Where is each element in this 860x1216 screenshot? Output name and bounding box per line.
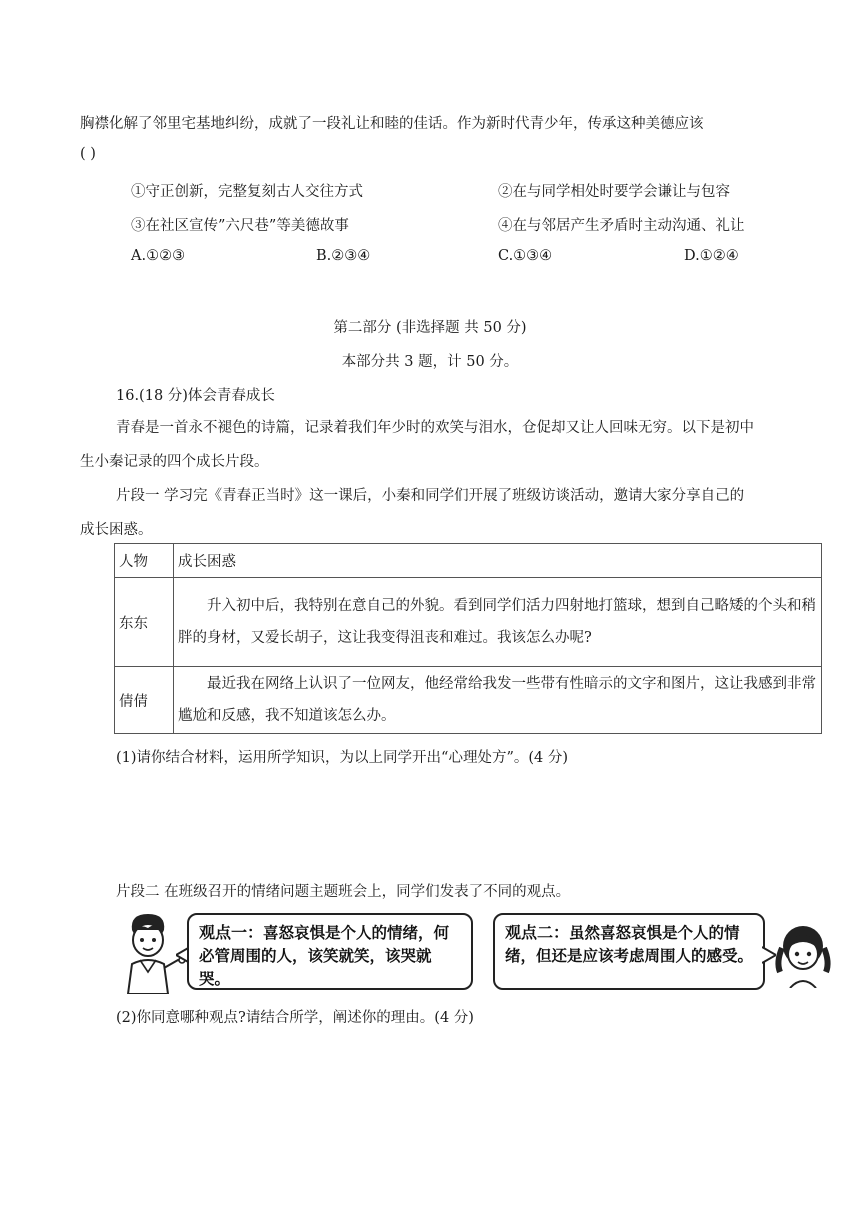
table-header-person: 人物 bbox=[115, 544, 174, 578]
row-text-qianqian: 最近我在网络上认识了一位网友，他经常给我发一些带有性暗示的文字和图片，这让我感到非常尴尬和反感，我不知道该怎么办。 bbox=[178, 676, 816, 724]
viewpoint-one-text: 喜怒哀惧是个人的情绪，何必管周围的人，该笑就笑，该哭就哭。 bbox=[199, 924, 450, 988]
growth-confusion-table bbox=[114, 543, 822, 734]
sub-question-2: (2)你同意哪种观点?请结合所学，阐述你的理由。(4 分) bbox=[116, 1010, 474, 1026]
answer-bracket: ( ) bbox=[80, 146, 96, 162]
row-name-qianqian: 倩倩 bbox=[115, 667, 174, 734]
segment-1-line-2: 成长困惑。 bbox=[80, 522, 153, 538]
table-row bbox=[115, 667, 822, 734]
sub-question-1: (1)请你结合材料，运用所学知识，为以上同学开出“心理处方”。(4 分) bbox=[116, 750, 569, 766]
question-16-heading: 16.(18 分)体会青春成长 bbox=[116, 388, 275, 404]
table-row bbox=[115, 578, 822, 667]
statement-3: ③在社区宣传”六尺巷”等美德故事 bbox=[131, 218, 349, 234]
segment-1-line-1: 片段一 学习完《青春正当时》这一课后，小秦和同学们开展了班级访谈活动，邀请大家分享自己的 bbox=[116, 488, 745, 504]
statement-2: ②在与同学相处时要学会谦让与包容 bbox=[498, 184, 730, 200]
viewpoint-two-bubble bbox=[493, 913, 765, 990]
row-text-dongdong: 升入初中后，我特别在意自己的外貌。看到同学们活力四射地打篮球，想到自己略矮的个头和稍胖的身材，又爱长胡子，这让我变得沮丧和难过。我该怎么办呢? bbox=[178, 598, 816, 646]
statement-1: ①守正创新，完整复刻古人交往方式 bbox=[131, 184, 363, 200]
viewpoint-one-bubble bbox=[187, 913, 473, 990]
viewpoint-two-text: 虽然喜怒哀惧是个人的情绪，但还是应该考虑周围人的感受。 bbox=[505, 924, 754, 965]
question-15-stem-line: 胸襟化解了邻里宅基地纠纷，成就了一段礼让和睦的佳话。作为新时代青少年，传承这种美德应该 bbox=[80, 116, 704, 132]
segment-2-text: 片段二 在班级召开的情绪问题主题班会上，同学们发表了不同的观点。 bbox=[116, 884, 571, 900]
part-two-subtitle: 本部分共 3 题，计 50 分。 bbox=[341, 354, 519, 370]
choice-a: A.①②③ bbox=[131, 248, 186, 264]
q16-intro-line-1: 青春是一首永不褪色的诗篇，记录着我们年少时的欢笑与泪水，仓促却又让人回味无穷。以下是初中 bbox=[116, 420, 754, 436]
statement-4: ④在与邻居产生矛盾时主动沟通、礼让 bbox=[498, 218, 745, 234]
choice-c: C.①③④ bbox=[498, 248, 553, 264]
part-two-title: 第二部分 (非选择题 共 50 分) bbox=[333, 320, 527, 336]
choice-b: B.②③④ bbox=[316, 248, 371, 264]
viewpoint-two-label: 观点二： bbox=[505, 923, 570, 942]
viewpoint-one-label: 观点一： bbox=[199, 923, 264, 942]
girl-cartoon-icon bbox=[772, 918, 834, 988]
table-header-confusion: 成长困惑 bbox=[174, 544, 822, 578]
q16-intro-line-2: 生小秦记录的四个成长片段。 bbox=[80, 454, 269, 470]
row-name-dongdong: 东东 bbox=[115, 578, 174, 667]
boy-cartoon-icon bbox=[110, 910, 186, 994]
choice-d: D.①②④ bbox=[684, 248, 739, 264]
